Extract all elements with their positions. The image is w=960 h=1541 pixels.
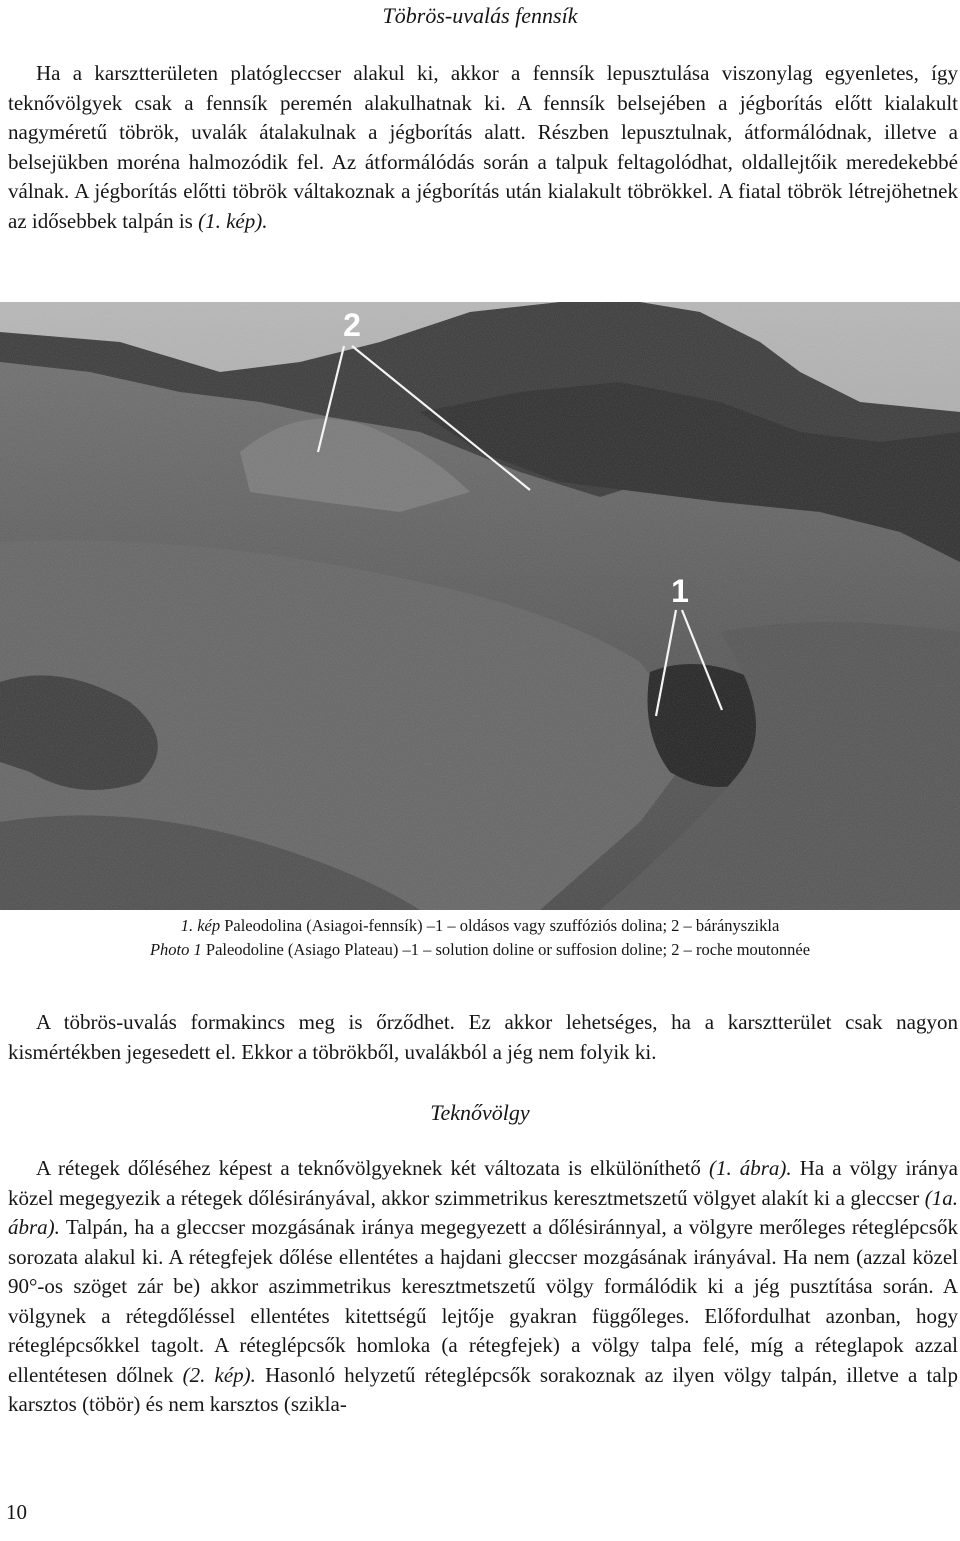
photo-reference: (1. kép). — [198, 208, 268, 233]
figure-ref-1: (1. ábra). — [708, 1156, 792, 1180]
figure-ref-1a: (1a. ábra). — [8, 1185, 958, 1239]
para-part-b: Ha a völgy iránya közel megegyezik a rétegek dőlésirányával, akkor szimmetrikus keresztmetszetű völgyet alakít ki a gleccser — [8, 1156, 958, 1210]
caption-hu-prefix: 1. kép — [180, 916, 221, 935]
photo-label-1: 1 — [671, 573, 689, 609]
intro-paragraph-text: Ha a karsztterületen platógleccser alakul ki, akkor a fennsík lepusztulása viszonylag egyenletes, így teknővölgyek csak a fennsík peremén alakulhatnak ki. A fennsík belsejében a jégborítás előtt kialakult nagyméretű töbrök, uvalák átalakulnak a jégborítás alatt. Részben lepusztulnak, átformálódnak, illetve a belsejükben moréna halmozódik fel. Az átformálódás során a talpuk feltagolódhat, oldallejtőik meredekebbé válnak. A jégborítás előtti töbrök váltakoznak a jégborítás után kialakult töbrökkel. A fiatal töbrök létrejöhetnek az idősebbek talpán is — [8, 61, 958, 233]
paragraph-teknovolgy — [8, 1154, 958, 1420]
caption-en-text: Paleodoline (Asiago Plateau) –1 – solution doline or suffosion doline; 2 – roche moutonnée — [205, 940, 811, 959]
para-part-a: A rétegek dőléséhez képest a teknővölgyeknek két változata is elkülöníthető — [36, 1156, 701, 1180]
para-part-d: Hasonló helyzetű réteglépcsők sorakoznak az ilyen völgy talpán, illetve a talp karsztos (töbör) és nem karsztos (szikla- — [8, 1362, 959, 1416]
paragraph-2: A töbrös-uvalás formakincs meg is őrződhet. Ez akkor lehetséges, ha a karsztterület csak nagyon kismértékben jegesedett el. Ekkor a töbrökből, uvalákból a jég nem folyik ki. — [8, 1010, 958, 1064]
section-title-tobros-uvalas: Töbrös-uvalás fennsík — [382, 3, 578, 28]
caption-hungarian — [0, 915, 960, 937]
intro-paragraph — [8, 59, 958, 236]
para-part-c: Talpán, ha a gleccser mozgásának iránya megegyezett a dőlésiránnyal, a völgyre merőleges réteglépcsők sorozata alakul ki. A rétegfejek dőlése ellentétes a hajdani gleccser mozgásának irányával. Ha nem (azzal közel 90°-os szöget zár be) akkor aszimmetrikus keresztmetszetű völgy formálódik ki a jég pusztítása során. A völgynek a rétegdőléssel ellentétes kitettségű lejtője gyakran függőleges. Előfordulhat azonban, hogy réteglépcsőkkel tagolt. A réteglépcsők homloka (a rétegfejek) a völgy talpa felé, míg a réteglapok azzal ellentétesen dőlnek — [8, 1215, 958, 1387]
caption-hu-text: Paleodolina (Asiagoi-fennsík) –1 – oldásos vagy szuffóziós dolina; 2 – bárányszikla — [224, 916, 780, 935]
page-number: 10 — [6, 1500, 27, 1524]
caption-english — [0, 939, 960, 961]
caption-en-prefix: Photo 1 — [149, 940, 202, 959]
landscape-photo — [0, 302, 960, 910]
photo-label-2: 2 — [343, 307, 361, 343]
photo-ref-2: (2. kép). — [182, 1362, 256, 1387]
section-title-teknovolgy: Teknővölgy — [430, 1100, 530, 1125]
